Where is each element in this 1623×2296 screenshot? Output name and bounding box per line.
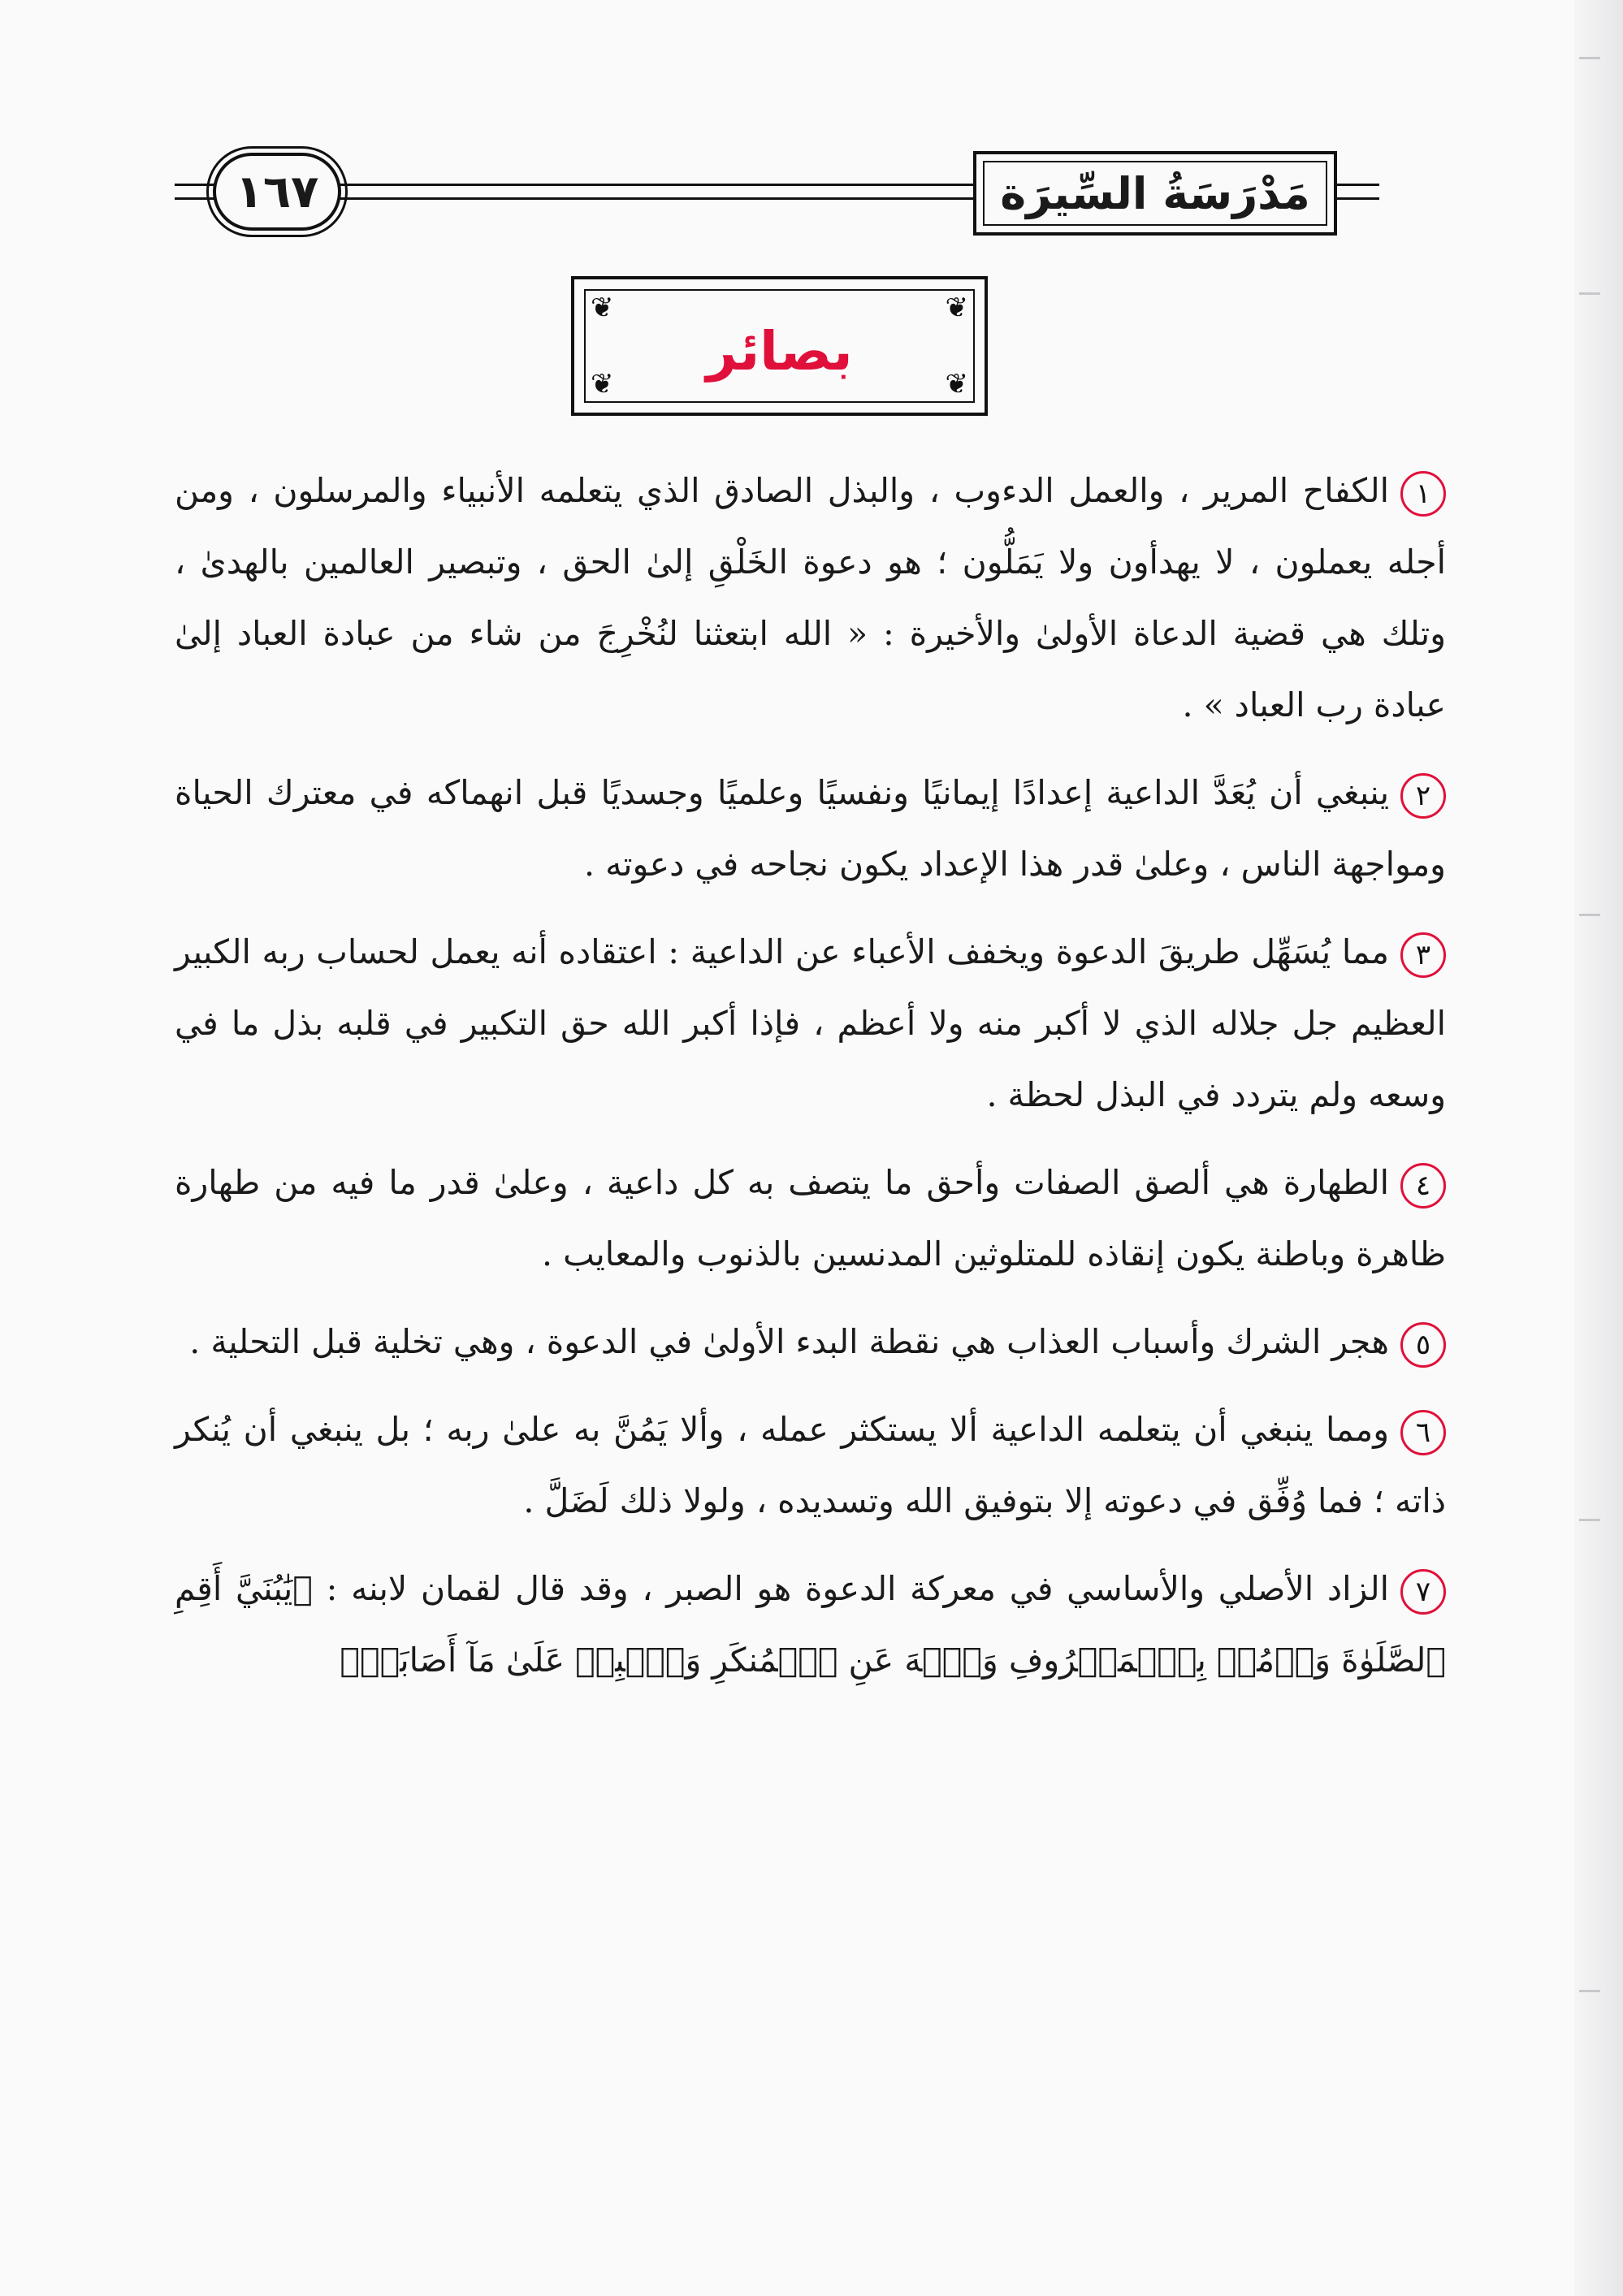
- quran-quote: ﴿يَٰبُنَيَّ أَقِمِ ٱلصَّلَوٰةَ وَأۡمُرۡ بِٱلۡمَعۡرُوفِ وَٱنۡهَ عَنِ ٱلۡمُنكَرِ وَٱصۡبِرۡ عَلَىٰ مَآ أَصَابَكَۖ: [175, 1569, 1446, 1680]
- list-item: [175, 455, 1446, 741]
- item-text: ينبغي أن يُعَدَّ الداعية إعدادًا إيمانيًا ونفسيًا وعلميًا وجسديًا قبل انهماكه في معترك الحياة ومواجهة الناس ، وعلىٰ قدر هذا الإعداد يكون نجاحه في دعوته .: [175, 773, 1446, 884]
- item-text: الزاد الأصلي والأساسي في معركة الدعوة هو الصبر ، وقد قال لقمان لابنه :: [326, 1569, 1389, 1608]
- item-number: ٣: [1400, 932, 1446, 978]
- item-number: ٦: [1400, 1410, 1446, 1455]
- section-title-box: [571, 276, 988, 416]
- list-item: [175, 916, 1446, 1131]
- item-number: ٤: [1400, 1163, 1446, 1209]
- ornament-icon: ❦: [591, 368, 614, 400]
- item-number: ٧: [1400, 1569, 1446, 1615]
- page-edge: [1574, 0, 1623, 2296]
- item-number: ١: [1400, 471, 1446, 517]
- item-number: ٢: [1400, 773, 1446, 819]
- list-item: [175, 1147, 1446, 1290]
- book-title: مَدْرَسَةُ السِّيرَة: [973, 151, 1337, 236]
- edge-notch: [1579, 57, 1600, 59]
- item-text: الكفاح المرير ، والعمل الدءوب ، والبذل الصادق الذي يتعلمه الأنبياء والمرسلون ، ومن أجله يعملون ، لا يهدأون ولا يَمَلُّون ؛ هو دعوة الخَلْقِ إلىٰ الحق ، وتبصير العالمين بالهدىٰ ، وتلك هي قضية الدعاة الأولىٰ والأخيرة : « الله ابتعثنا لنُخْرِجَ من شاء من عبادة العباد إلىٰ عبادة رب العباد » .: [175, 471, 1446, 724]
- page-number: ١٦٧: [213, 153, 341, 231]
- body-text: [175, 455, 1446, 1712]
- item-text: هجر الشرك وأسباب العذاب هي نقطة البدء الأولىٰ في الدعوة ، وهي تخلية قبل التحلية .: [189, 1322, 1389, 1361]
- list-item: [175, 1394, 1446, 1537]
- ornament-icon: ❦: [945, 292, 968, 324]
- edge-notch: [1579, 1990, 1600, 1992]
- item-text: ومما ينبغي أن يتعلمه الداعية ألا يستكثر عمله ، وألا يَمُنَّ به علىٰ ربه ؛ بل ينبغي أن يُنكر ذاته ؛ فما وُفِّق في دعوته إلا بتوفيق الله وتسديده ، ولولا ذلك لَضَلَّ .: [175, 1410, 1446, 1520]
- edge-notch: [1579, 914, 1600, 916]
- ornament-icon: ❦: [591, 292, 614, 324]
- list-item: [175, 1553, 1446, 1696]
- list-item: [175, 757, 1446, 900]
- edge-notch: [1579, 292, 1600, 295]
- list-item: [175, 1306, 1446, 1377]
- header-rule-end: [1348, 184, 1366, 200]
- item-text: الطهارة هي ألصق الصفات وأحق ما يتصف به كل داعية ، وعلىٰ قدر ما فيه من طهارة ظاهرة وباطنة يكون إنقاذه للمتلوثين المدنسين بالذنوب والمعايب .: [175, 1163, 1446, 1273]
- item-number: ٥: [1400, 1322, 1446, 1368]
- item-text: مما يُسَهِّل طريقَ الدعوة ويخفف الأعباء عن الداعية : اعتقاده أنه يعمل لحساب ربه الكبير العظيم جل جلاله الذي لا أكبر منه ولا أعظم ، فإذا أكبر الله حق التكبير في قلبه بذل ما في وسعه ولم يتردد في البذل لحظة .: [175, 932, 1446, 1114]
- edge-notch: [1579, 1519, 1600, 1521]
- section-title: بصائر: [706, 320, 853, 383]
- ornament-icon: ❦: [945, 368, 968, 400]
